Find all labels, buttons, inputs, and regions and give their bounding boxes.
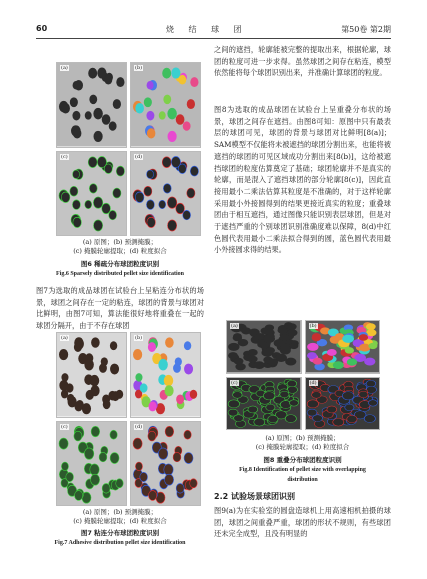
pellet xyxy=(110,452,119,463)
fig7-panel-b-image xyxy=(131,333,200,417)
pellet xyxy=(74,431,82,441)
pellet xyxy=(289,399,298,405)
fig8-caption-line2: (c) 掩膜轮廓提取；(d) 粒度拟合 xyxy=(255,443,350,451)
fig7-panel-c xyxy=(56,421,127,507)
pellet xyxy=(116,478,123,487)
fig7-panel-a-label: (a) xyxy=(61,335,68,341)
pellet xyxy=(254,361,265,369)
pellet xyxy=(190,390,197,399)
fig8-panel-d-label: (d) xyxy=(309,379,317,386)
pellet xyxy=(176,395,184,405)
pellet xyxy=(110,341,117,350)
pellet xyxy=(342,391,354,399)
pellet xyxy=(135,103,144,113)
pellet xyxy=(268,415,278,422)
pellet xyxy=(70,97,78,107)
fig7-title-en: Fig.7 Adhesive distribution pellet size identification xyxy=(54,540,186,546)
pellet xyxy=(99,452,107,461)
left-paragraph-1: 图7为选取的成品球团在试验台上呈粘连分布状的场景，球团之间存在一定的粘连，球团的背景与球团对比鲜明，由图7可知，算法能很好地将重叠在一起的球团分隔开，由于不存在球团 xyxy=(36,286,204,331)
pellet xyxy=(84,359,93,370)
pellet xyxy=(74,342,82,352)
fig7-panel-b xyxy=(130,332,201,418)
fig6-caption-line2: (c) 掩膜轮廓提取；(d) 粒度拟合 xyxy=(73,247,167,255)
page-number: 60 xyxy=(36,24,48,33)
pellet xyxy=(307,343,318,351)
pellet xyxy=(72,199,80,209)
fig7-panel-c-image xyxy=(57,422,126,506)
pellet xyxy=(287,323,297,330)
pellet xyxy=(280,391,289,398)
pellet xyxy=(183,210,191,219)
pellet xyxy=(307,352,317,359)
pellet xyxy=(176,203,185,214)
pellet xyxy=(91,337,100,347)
pellet xyxy=(73,217,81,227)
pellet xyxy=(144,186,152,196)
pellet xyxy=(285,358,296,366)
pellet xyxy=(346,415,356,422)
pellet xyxy=(148,342,156,352)
pellet xyxy=(168,219,177,230)
pellet xyxy=(144,97,152,107)
fig6-panel-c-label: (c) xyxy=(61,153,68,160)
pellet xyxy=(312,358,322,365)
pellet xyxy=(91,426,100,436)
fig8-panel-c-label: (c) xyxy=(231,379,238,386)
header-rule xyxy=(36,38,391,39)
pellet xyxy=(116,390,123,399)
pellet xyxy=(133,349,142,360)
pellet xyxy=(109,121,117,130)
pellet xyxy=(173,452,181,461)
pellet xyxy=(234,358,244,365)
pellet xyxy=(266,404,275,410)
pellet xyxy=(167,108,176,119)
fig7-panel-c-label: (c) xyxy=(61,423,68,430)
fig6-title-cn: 图6 稀疏分布球团粒度识别 xyxy=(80,260,160,268)
pellet xyxy=(72,111,80,121)
pellet xyxy=(344,404,353,410)
pellet xyxy=(364,414,375,422)
pellet xyxy=(146,111,154,121)
fig7-panel-d-label: (d) xyxy=(135,423,143,430)
fig6-caption xyxy=(36,238,204,256)
pellet xyxy=(133,438,142,449)
pellet xyxy=(171,156,180,167)
pellet xyxy=(165,337,174,347)
fig6-caption-line1: (a) 原图；(b) 预测掩膜； xyxy=(82,238,158,246)
pellet xyxy=(184,430,191,439)
fig8-caption-line1: (a) 原图；(b) 预测掩膜； xyxy=(265,434,340,442)
pellet xyxy=(228,352,238,359)
pellet xyxy=(228,409,238,416)
pellet xyxy=(163,183,171,192)
pellet xyxy=(89,95,97,104)
pellet xyxy=(165,426,174,436)
pellet xyxy=(163,95,171,104)
fig6-panel-b-label: (b) xyxy=(135,65,143,71)
pellet xyxy=(113,99,121,109)
pellet xyxy=(228,343,239,351)
fig7-panel-b-label: (b) xyxy=(135,335,143,341)
pellet xyxy=(85,111,92,119)
pellet xyxy=(102,395,110,405)
pellet xyxy=(168,131,177,142)
pellet xyxy=(162,156,171,167)
pellet xyxy=(102,203,111,214)
pellet xyxy=(104,75,112,85)
pellet xyxy=(184,341,191,350)
pellet xyxy=(266,347,275,353)
pellet xyxy=(88,68,97,79)
pellet xyxy=(228,399,239,407)
pellet xyxy=(184,364,193,375)
pellet xyxy=(116,166,124,176)
pellet xyxy=(135,462,142,471)
pellet xyxy=(190,166,198,176)
pellet xyxy=(110,430,117,439)
fig6-panel-c-image xyxy=(57,152,126,236)
pellet xyxy=(73,128,81,138)
pellet xyxy=(149,490,157,500)
fig6-panel-d-label: (d) xyxy=(135,153,143,160)
fig7-panel-a xyxy=(56,332,127,418)
pellet xyxy=(285,414,296,422)
pellet xyxy=(97,68,106,79)
pellet xyxy=(147,217,155,227)
fig7-caption-line2: (c) 掩膜轮廓提取；(d) 粒度拟合 xyxy=(73,517,167,525)
fig7-caption xyxy=(36,508,204,526)
pellet xyxy=(187,99,195,109)
pellet xyxy=(178,75,186,85)
fig8-title-cn: 图8 重叠分布球团粒度识别 xyxy=(263,456,342,464)
pellet xyxy=(75,401,83,411)
fig8-panel-a xyxy=(226,320,302,374)
pellet xyxy=(146,199,154,209)
pellet xyxy=(91,474,100,485)
pellet xyxy=(248,349,258,356)
fig8-panel-b xyxy=(305,320,381,374)
pellet xyxy=(85,200,92,208)
pellet xyxy=(99,363,107,372)
fig8-caption xyxy=(214,434,391,452)
pellet xyxy=(358,391,367,398)
fig6-panel-a-image xyxy=(57,63,126,147)
pellet xyxy=(147,128,155,138)
pellet xyxy=(171,68,180,79)
pellet xyxy=(358,334,367,341)
pellet xyxy=(61,462,68,471)
pellet xyxy=(332,361,343,369)
pellet xyxy=(248,406,258,413)
pellet xyxy=(93,108,102,119)
pellet xyxy=(59,349,68,360)
pellet xyxy=(113,188,121,198)
figure-6 xyxy=(56,62,201,236)
pellet xyxy=(73,170,80,179)
pellet xyxy=(147,81,154,90)
pellet xyxy=(233,391,242,398)
pellet xyxy=(84,447,93,458)
pellet xyxy=(165,385,174,396)
pellet xyxy=(183,121,191,130)
pellet xyxy=(307,399,318,407)
right-paragraph-3: 图9(a)为在实验室的圆盘造球机上用高速相机拍摄的球团，球团之间重叠严重，球团的形状不规则，有些球团还未完全成型，且没有明显的 xyxy=(214,506,391,539)
section-heading: 2.2 试验场景球团识别 xyxy=(214,492,295,501)
pellet xyxy=(66,472,74,481)
pellet xyxy=(94,131,103,142)
pellet xyxy=(344,347,353,353)
pellet xyxy=(280,334,289,341)
right-paragraph-1: 之间的遮挡，轮廓能被完整的提取出来，根据轮廓，球团的粒度可进一步求得。虽然球团之间存在粘连，模型依然能将每个球团识别出来，并准确计算球团的粒度。 xyxy=(214,45,391,78)
pellet xyxy=(66,383,74,392)
pellet xyxy=(287,329,297,336)
pellet xyxy=(88,156,97,167)
pellet xyxy=(164,375,173,386)
pellet xyxy=(176,114,185,125)
fig7-panel-d-image xyxy=(131,422,200,506)
pellet xyxy=(135,373,142,382)
pellet xyxy=(368,343,377,349)
pellet xyxy=(158,359,167,370)
fig7-title-cn: 图7 粘连分布球团粒度识别 xyxy=(80,529,160,537)
pellet xyxy=(159,200,166,208)
fig7-caption-line1: (a) 原图；(b) 预测掩膜； xyxy=(82,508,158,516)
pellet xyxy=(263,335,275,343)
pellet xyxy=(61,192,70,202)
pellet xyxy=(311,335,320,342)
volume-issue: 第50卷 第2期 xyxy=(341,25,391,34)
pellet xyxy=(311,391,320,398)
fig8-panel-b-label: (b) xyxy=(309,323,317,329)
pellet xyxy=(366,323,376,330)
pellet xyxy=(164,463,173,474)
right-paragraph-2: 图8为选取的成品球团在试验台上呈重叠分布状的场景，球团之间存在遮挡。由图8可知：原图中只有最表层的球团可见，球团的背景与球团对比鲜明[8(a)]；SAM模型不仅能将未被遮挡的球团分割出来，也能将被遮挡的球团的可见区域成功分割出来[8(b)]，这给被遮挡球团的粒度估算奠定了基础；球团轮廓并不是真实的轮廓，而是混入了遮挡球团的部分轮廓[8(c)]，因此直接用最小二乘法估算其粒度是不准确的，对于这样轮廓采用最小外接圆得到的结果更接近真实的粒度；重叠球团由于相互遮挡，通过图像只能识别表层球团，但是对于遮挡严重的个别球团识别准确度难以保障，8(d)中红色圆代表用最小二乘法拟合得到的圆，蓝色圆代表用最小外接圆求得的结果。 xyxy=(214,105,391,255)
pellet xyxy=(307,409,317,416)
fig6-panel-c xyxy=(56,151,127,237)
pellet xyxy=(97,156,106,167)
pellet xyxy=(190,478,197,487)
pellet xyxy=(93,196,102,207)
fig8-title-en-line2: distribution xyxy=(287,477,318,483)
pellet xyxy=(187,188,195,198)
fig6-panel-a xyxy=(56,62,127,148)
fig8-panel-d xyxy=(305,377,381,431)
pellet xyxy=(90,463,99,474)
pellet xyxy=(140,383,148,392)
pellet xyxy=(102,483,110,493)
pellet xyxy=(61,103,70,113)
pellet xyxy=(147,170,154,179)
pellet xyxy=(233,335,242,342)
figure-7 xyxy=(56,332,201,506)
pellet xyxy=(159,111,166,119)
pellet xyxy=(61,373,68,382)
fig7-panel-a-image xyxy=(57,333,126,417)
pellet xyxy=(102,114,111,125)
pellet xyxy=(59,438,68,449)
pellet xyxy=(149,401,157,411)
pellet xyxy=(326,349,336,356)
pellet xyxy=(109,210,117,219)
pellet xyxy=(190,77,198,87)
pellet xyxy=(342,335,354,343)
fig8-panel-a-label: (a) xyxy=(231,323,238,329)
pellet xyxy=(167,196,176,207)
pellet xyxy=(110,364,119,375)
pellet xyxy=(94,219,103,230)
pellet xyxy=(135,192,144,202)
fig6-panel-a-label: (a) xyxy=(61,65,68,71)
figure-8 xyxy=(226,320,380,430)
pellet xyxy=(366,329,376,336)
running-header xyxy=(36,24,391,38)
fig6-panel-d-image xyxy=(131,152,200,236)
fig6-title-en: Fig.6 Sparsely distributed pellet size identification xyxy=(56,271,184,277)
pellet xyxy=(332,418,343,426)
pellet xyxy=(346,358,356,365)
pellet xyxy=(368,399,377,405)
pellet xyxy=(254,418,265,426)
pellet xyxy=(268,358,278,365)
pellet xyxy=(70,186,78,196)
pellet xyxy=(158,447,167,458)
fig6-panel-b-image xyxy=(131,63,200,147)
pellet xyxy=(173,363,181,372)
fig8-title-en: Fig.8 Identification of pellet size with overlapping xyxy=(239,467,366,473)
pellet xyxy=(176,483,184,493)
journal-title: 烧 结 球 团 xyxy=(166,25,248,34)
pellet xyxy=(89,183,97,192)
pellet xyxy=(90,375,99,386)
pellet xyxy=(184,452,193,463)
pellet xyxy=(263,391,275,399)
fig7-panel-d xyxy=(130,421,201,507)
pellet xyxy=(140,472,148,481)
pellet xyxy=(73,81,80,90)
pellet xyxy=(364,358,375,366)
pellet xyxy=(162,68,171,79)
fig8-panel-c xyxy=(226,377,302,431)
pellet xyxy=(116,77,124,87)
pellet xyxy=(75,490,83,500)
pellet xyxy=(165,474,174,485)
fig6-panel-d xyxy=(130,151,201,237)
pellet xyxy=(326,406,336,413)
fig6-panel-b xyxy=(130,62,201,148)
pellet xyxy=(148,431,156,441)
pellet xyxy=(91,385,100,396)
pellet xyxy=(289,343,298,349)
